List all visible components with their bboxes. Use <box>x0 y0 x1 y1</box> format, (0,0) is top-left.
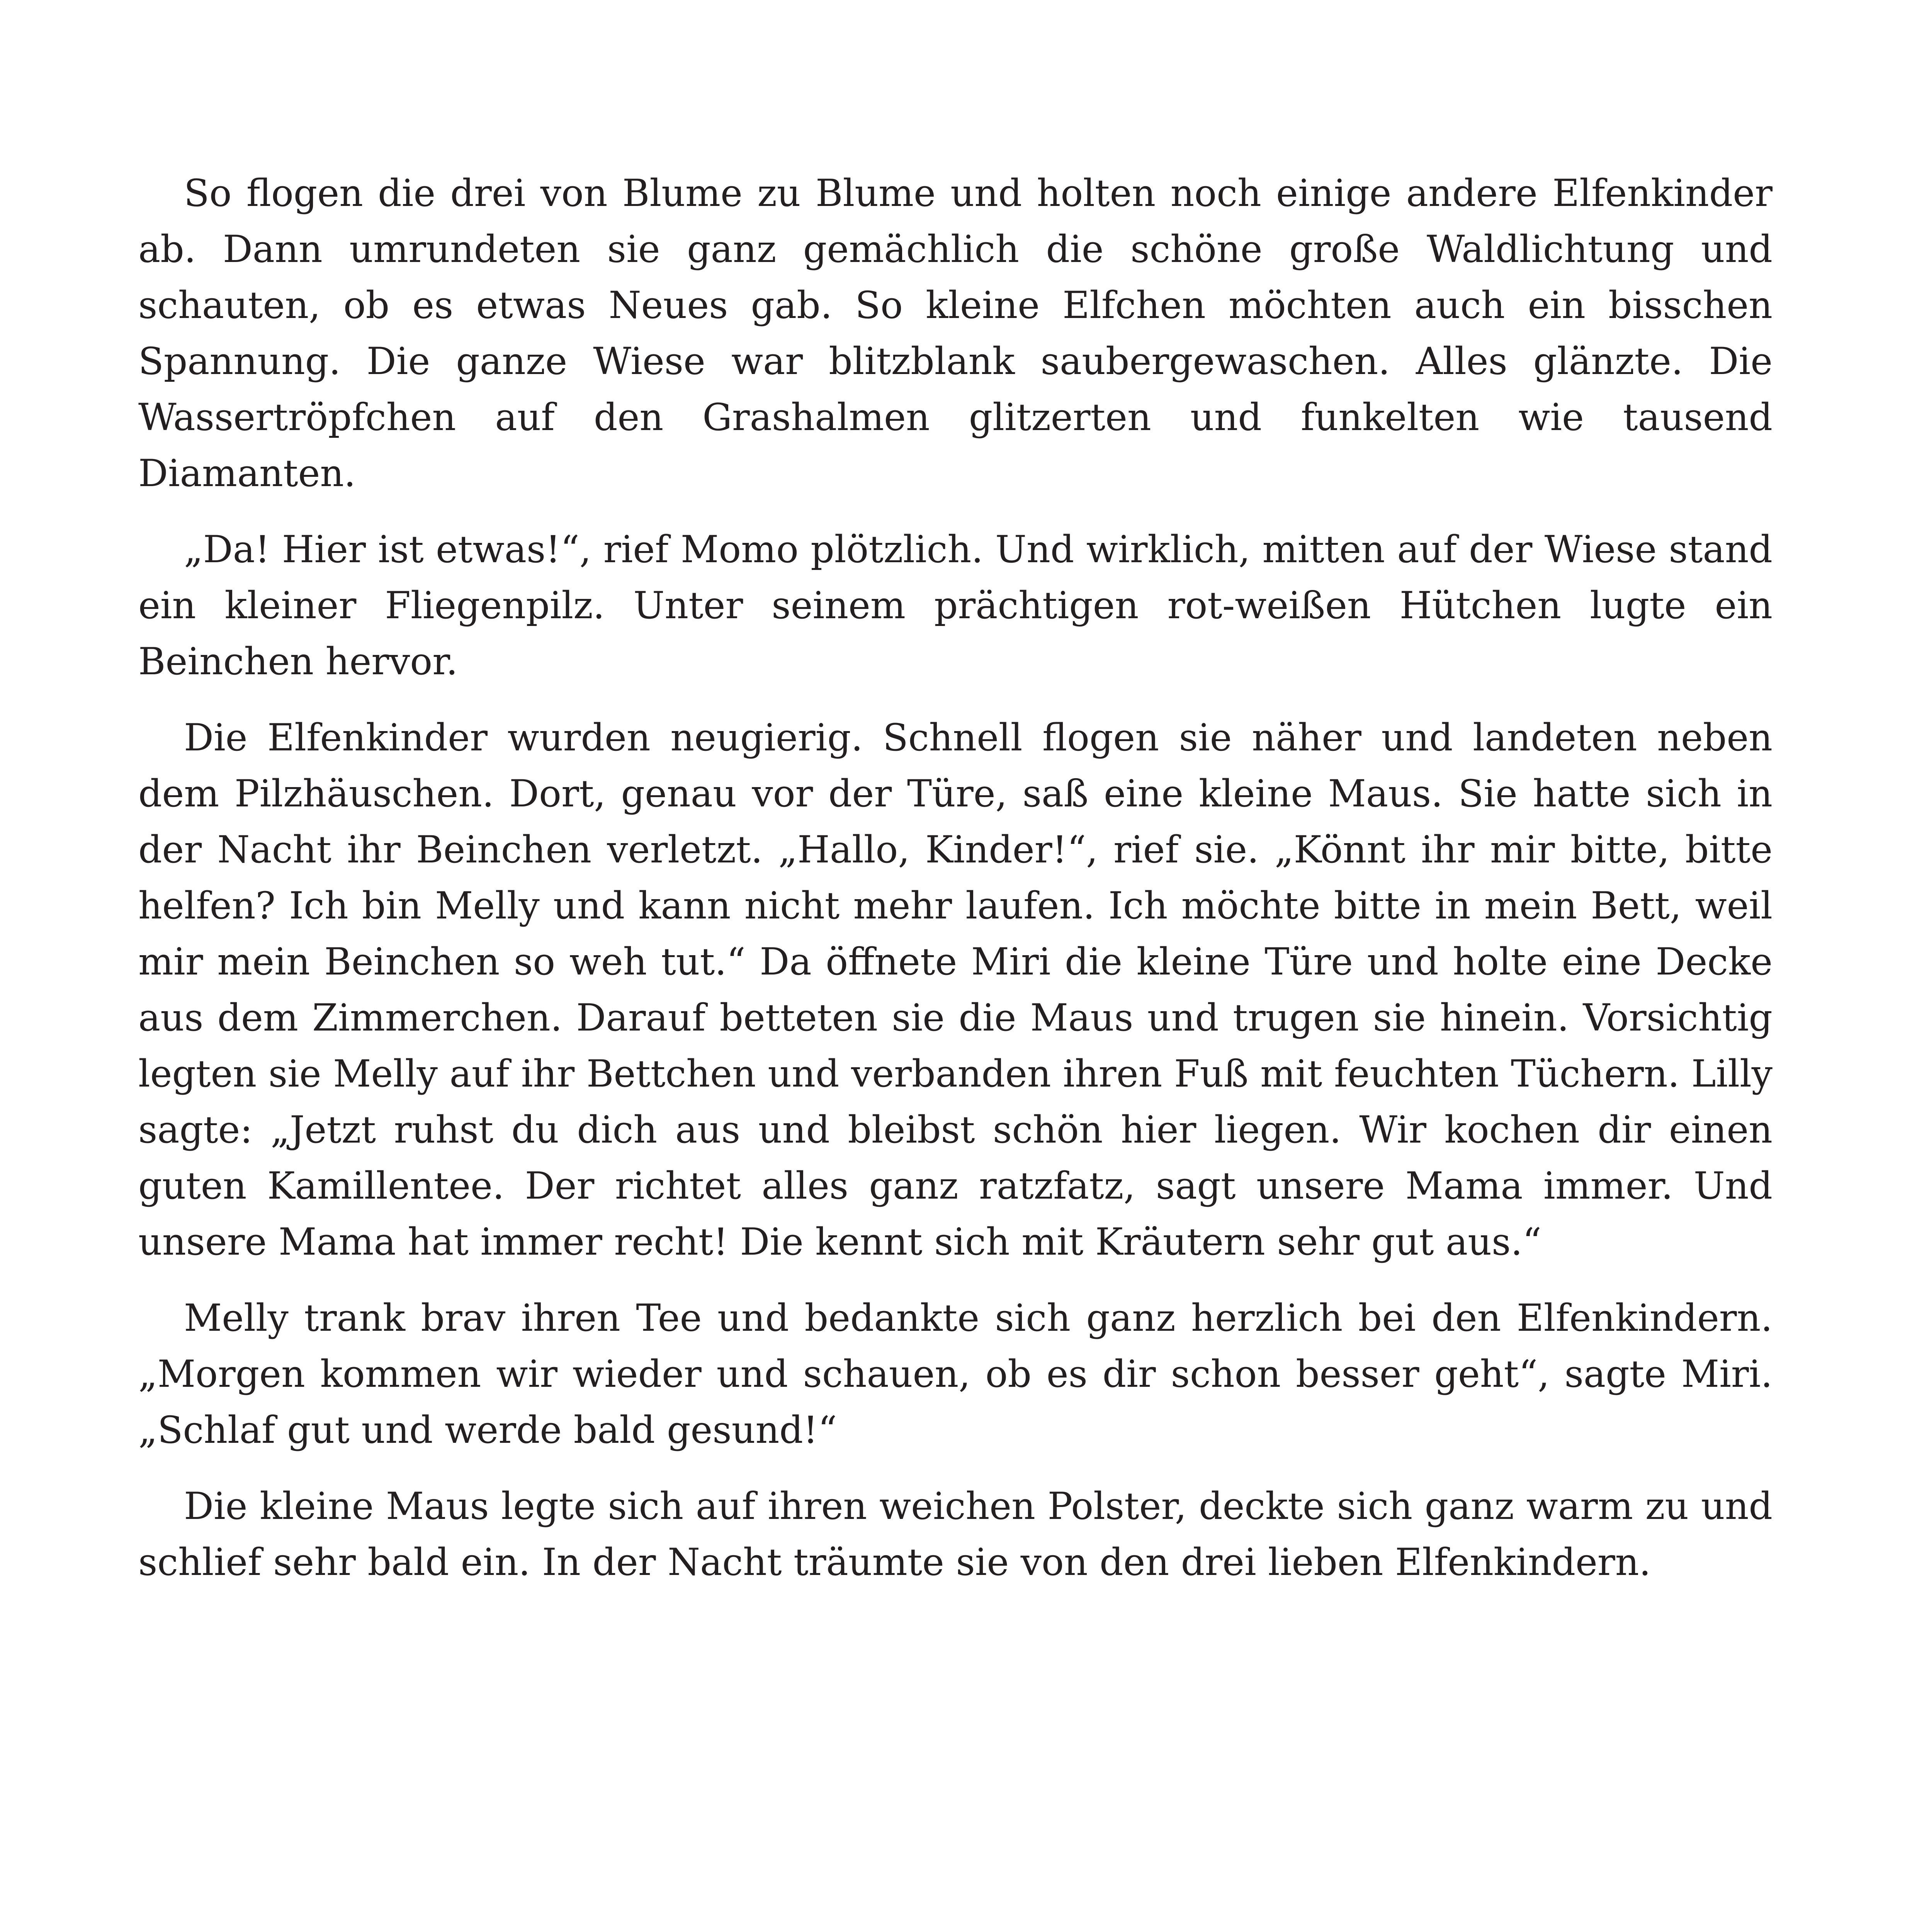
paragraph-4: Melly trank brav ihren Tee und bedankte sich ganz herzlich bei den Elfenkindern. „Morgen kommen wir wieder und schauen, ob es dir schon besser geht“, sagte Miri. „Schlaf gut und werde bald gesund!“ <box>138 1296 1773 1452</box>
paragraph-2: „Da! Hier ist etwas!“, rief Momo plötzlich. Und wirklich, mitten auf der Wiese stand ein kleiner Fliegenpilz. Unter seinem prächtigen rot-weißen Hütchen lugte ein Beinchen hervor. <box>138 528 1773 683</box>
paragraph-3: Die Elfenkinder wurden neugierig. Schnell flogen sie näher und landeten neben dem Pilzhäuschen. Dort, genau vor der Türe, saß eine kleine Maus. Sie hatte sich in der Nacht ihr Beinchen verletzt. „Hallo, Kinder!“, rief sie. „Könnt ihr mir bitte, bitte helfen? Ich bin Melly und kann nicht mehr laufen. Ich möchte bitte in mein Bett, weil mir mein Beinchen so weh tut.“ Da öffnete Miri die kleine Türe und holte eine Decke aus dem Zimmerchen. Darauf betteten sie die Maus und trugen sie hinein. Vorsichtig legten sie Melly auf ihr Bettchen und verbanden ihren Fuß mit feuchten Tüchern. Lilly sagte: „Jetzt ruhst du dich aus und bleibst schön hier liegen. Wir kochen dir einen guten Kamillentee. Der richtet alles ganz ratzfatz, sagt unsere Mama immer. Und unsere Mama hat immer recht! Die kennt sich mit Kräutern sehr gut aus.“ <box>138 716 1773 1264</box>
story-text <box>138 165 1773 1611</box>
paragraph-1: So flogen die drei von Blume zu Blume und holten noch einige andere Elfenkinder ab. Dann umrundeten sie ganz gemächlich die schöne große Waldlichtung und schauten, ob es etwas Neues gab. So kleine Elfchen möchten auch ein bisschen Spannung. Die ganze Wiese war blitzblank saubergewaschen. Alles glänzte. Die Wassertröpfchen auf den Grashalmen glitzerten und funkelten wie tausend Diamanten. <box>138 172 1773 495</box>
paragraph-5: Die kleine Maus legte sich auf ihren weichen Polster, deckte sich ganz warm zu und schlief sehr bald ein. In der Nacht träumte sie von den drei lieben Elfenkindern. <box>138 1485 1773 1584</box>
